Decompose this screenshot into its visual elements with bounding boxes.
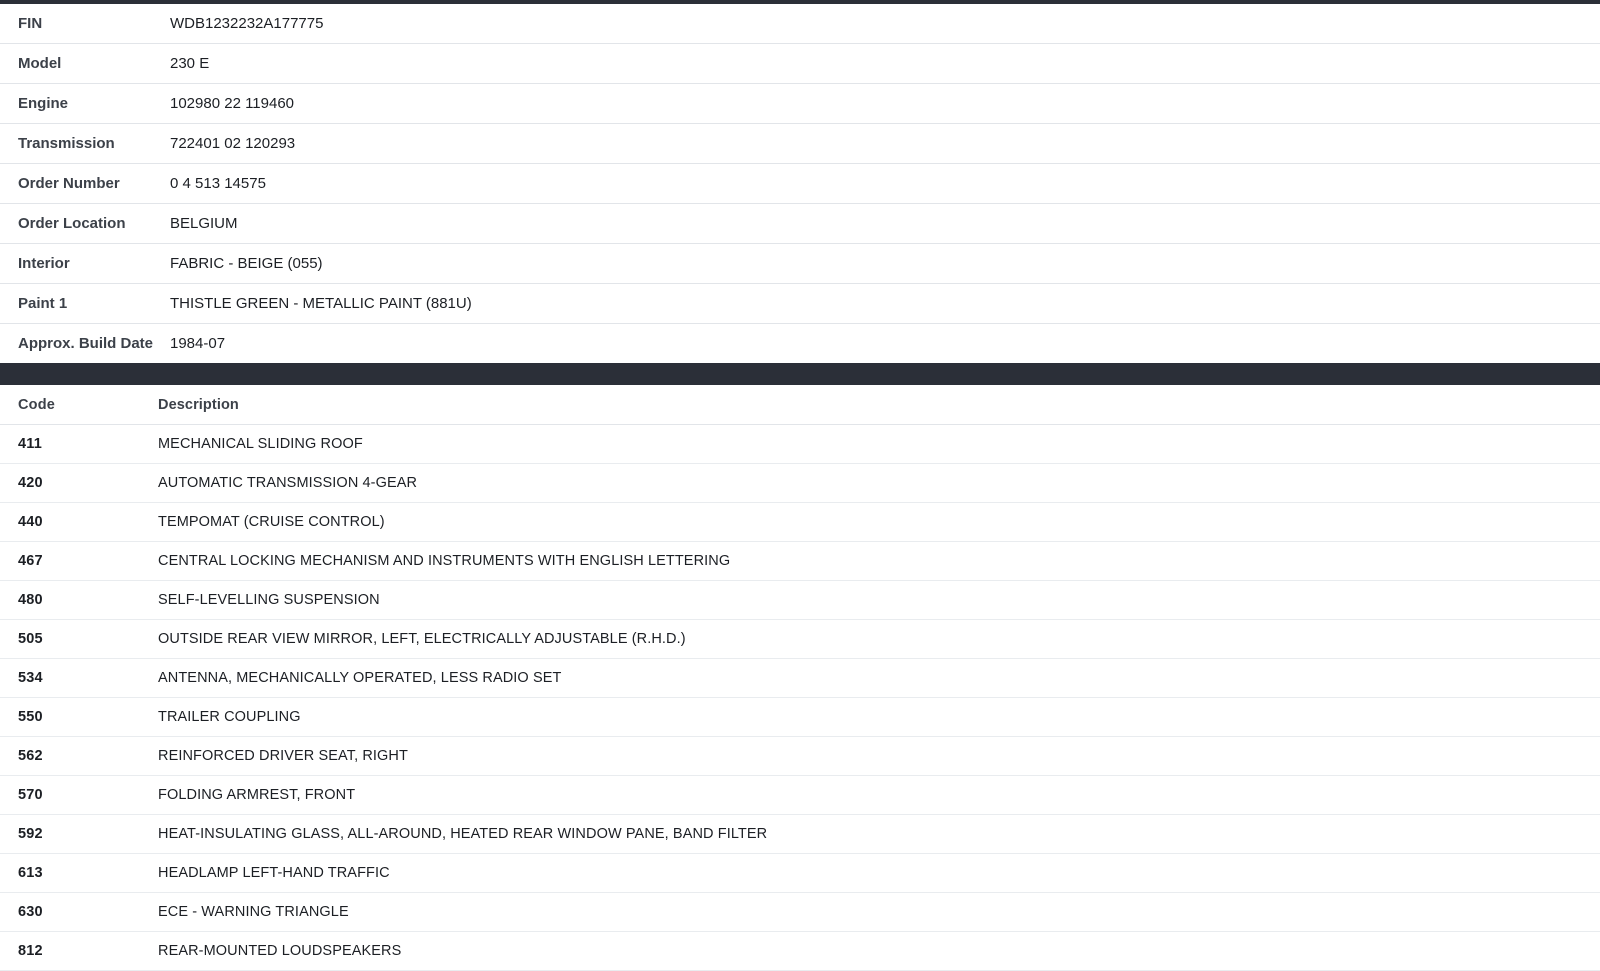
spec-value: 230 E xyxy=(170,55,210,72)
description-cell: TEMPOMAT (CRUISE CONTROL) xyxy=(158,514,385,530)
description-cell: ECE - WARNING TRIANGLE xyxy=(158,904,349,920)
description-cell: SELF-LEVELLING SUSPENSION xyxy=(158,592,380,608)
option-codes-table xyxy=(0,385,1600,971)
table-header-row xyxy=(0,385,1600,425)
table-row xyxy=(0,164,1600,204)
column-header-description: Description xyxy=(70,385,1600,425)
description-cell: MECHANICAL SLIDING ROOF xyxy=(158,436,363,452)
code-cell: 440 xyxy=(18,514,43,530)
description-cell: ANTENNA, MECHANICALLY OPERATED, LESS RADIO SET xyxy=(158,670,562,686)
code-cell: 812 xyxy=(18,943,43,959)
column-header-code: Code xyxy=(0,385,70,425)
table-row xyxy=(0,854,1600,893)
spec-label: Interior xyxy=(18,255,70,272)
table-row xyxy=(0,893,1600,932)
spec-value: 1984-07 xyxy=(170,335,226,352)
spec-label: FIN xyxy=(18,15,43,32)
code-cell: 411 xyxy=(18,436,42,452)
table-row xyxy=(0,84,1600,124)
vehicle-spec-table xyxy=(0,4,1600,363)
spec-label: Paint 1 xyxy=(18,295,68,312)
code-cell: 467 xyxy=(18,553,43,569)
spec-label: Transmission xyxy=(18,135,115,152)
code-cell: 592 xyxy=(18,826,43,842)
table-row xyxy=(0,44,1600,84)
table-row xyxy=(0,581,1600,620)
spec-value: THISTLE GREEN - METALLIC PAINT (881U) xyxy=(170,295,472,312)
spec-value: BELGIUM xyxy=(170,215,238,232)
spec-value: 722401 02 120293 xyxy=(170,135,296,152)
table-row xyxy=(0,932,1600,971)
option-codes-head xyxy=(0,385,1600,425)
table-row xyxy=(0,124,1600,164)
description-cell: CENTRAL LOCKING MECHANISM AND INSTRUMENTS WITH ENGLISH LETTERING xyxy=(158,553,731,569)
description-cell: TRAILER COUPLING xyxy=(158,709,301,725)
code-cell: 613 xyxy=(18,865,43,881)
spec-value: 0 4 513 14575 xyxy=(170,175,266,192)
description-cell: FOLDING ARMREST, FRONT xyxy=(158,787,356,803)
table-row xyxy=(0,737,1600,776)
description-cell: REINFORCED DRIVER SEAT, RIGHT xyxy=(158,748,408,764)
table-row xyxy=(0,284,1600,324)
description-cell: HEAT-INSULATING GLASS, ALL-AROUND, HEATED REAR WINDOW PANE, BAND FILTER xyxy=(158,826,768,842)
vehicle-data-panel xyxy=(0,0,1600,363)
code-cell: 550 xyxy=(18,709,43,725)
table-row xyxy=(0,4,1600,44)
description-cell: HEADLAMP LEFT-HAND TRAFFIC xyxy=(158,865,390,881)
spec-label: Order Number xyxy=(18,175,120,192)
table-row xyxy=(0,425,1600,464)
table-row xyxy=(0,324,1600,364)
spec-value: 102980 22 119460 xyxy=(170,95,295,112)
code-cell: 570 xyxy=(18,787,43,803)
spec-value: FABRIC - BEIGE (055) xyxy=(170,255,323,272)
description-cell: AUTOMATIC TRANSMISSION 4-GEAR xyxy=(158,475,418,491)
code-cell: 420 xyxy=(18,475,43,491)
code-cell: 480 xyxy=(18,592,43,608)
table-row xyxy=(0,776,1600,815)
spec-value: WDB1232232A177775 xyxy=(170,15,324,32)
spec-label: Order Location xyxy=(18,215,126,232)
table-row xyxy=(0,244,1600,284)
code-cell: 630 xyxy=(18,904,43,920)
description-cell: REAR-MOUNTED LOUDSPEAKERS xyxy=(158,943,402,959)
option-codes-panel xyxy=(0,385,1600,971)
table-row xyxy=(0,503,1600,542)
code-cell: 534 xyxy=(18,670,43,686)
option-codes-body xyxy=(0,425,1600,971)
table-row xyxy=(0,698,1600,737)
table-row xyxy=(0,204,1600,244)
table-row xyxy=(0,815,1600,854)
table-row xyxy=(0,620,1600,659)
spec-label: Approx. Build Date xyxy=(18,335,154,352)
spec-label: Engine xyxy=(18,95,69,112)
table-row xyxy=(0,659,1600,698)
vehicle-spec-body xyxy=(0,4,1600,363)
section-divider xyxy=(0,363,1600,385)
code-cell: 562 xyxy=(18,748,43,764)
table-row xyxy=(0,542,1600,581)
spec-label: Model xyxy=(18,55,62,72)
description-cell: OUTSIDE REAR VIEW MIRROR, LEFT, ELECTRICALLY ADJUSTABLE (R.H.D.) xyxy=(158,631,686,647)
code-cell: 505 xyxy=(18,631,43,647)
table-row xyxy=(0,464,1600,503)
